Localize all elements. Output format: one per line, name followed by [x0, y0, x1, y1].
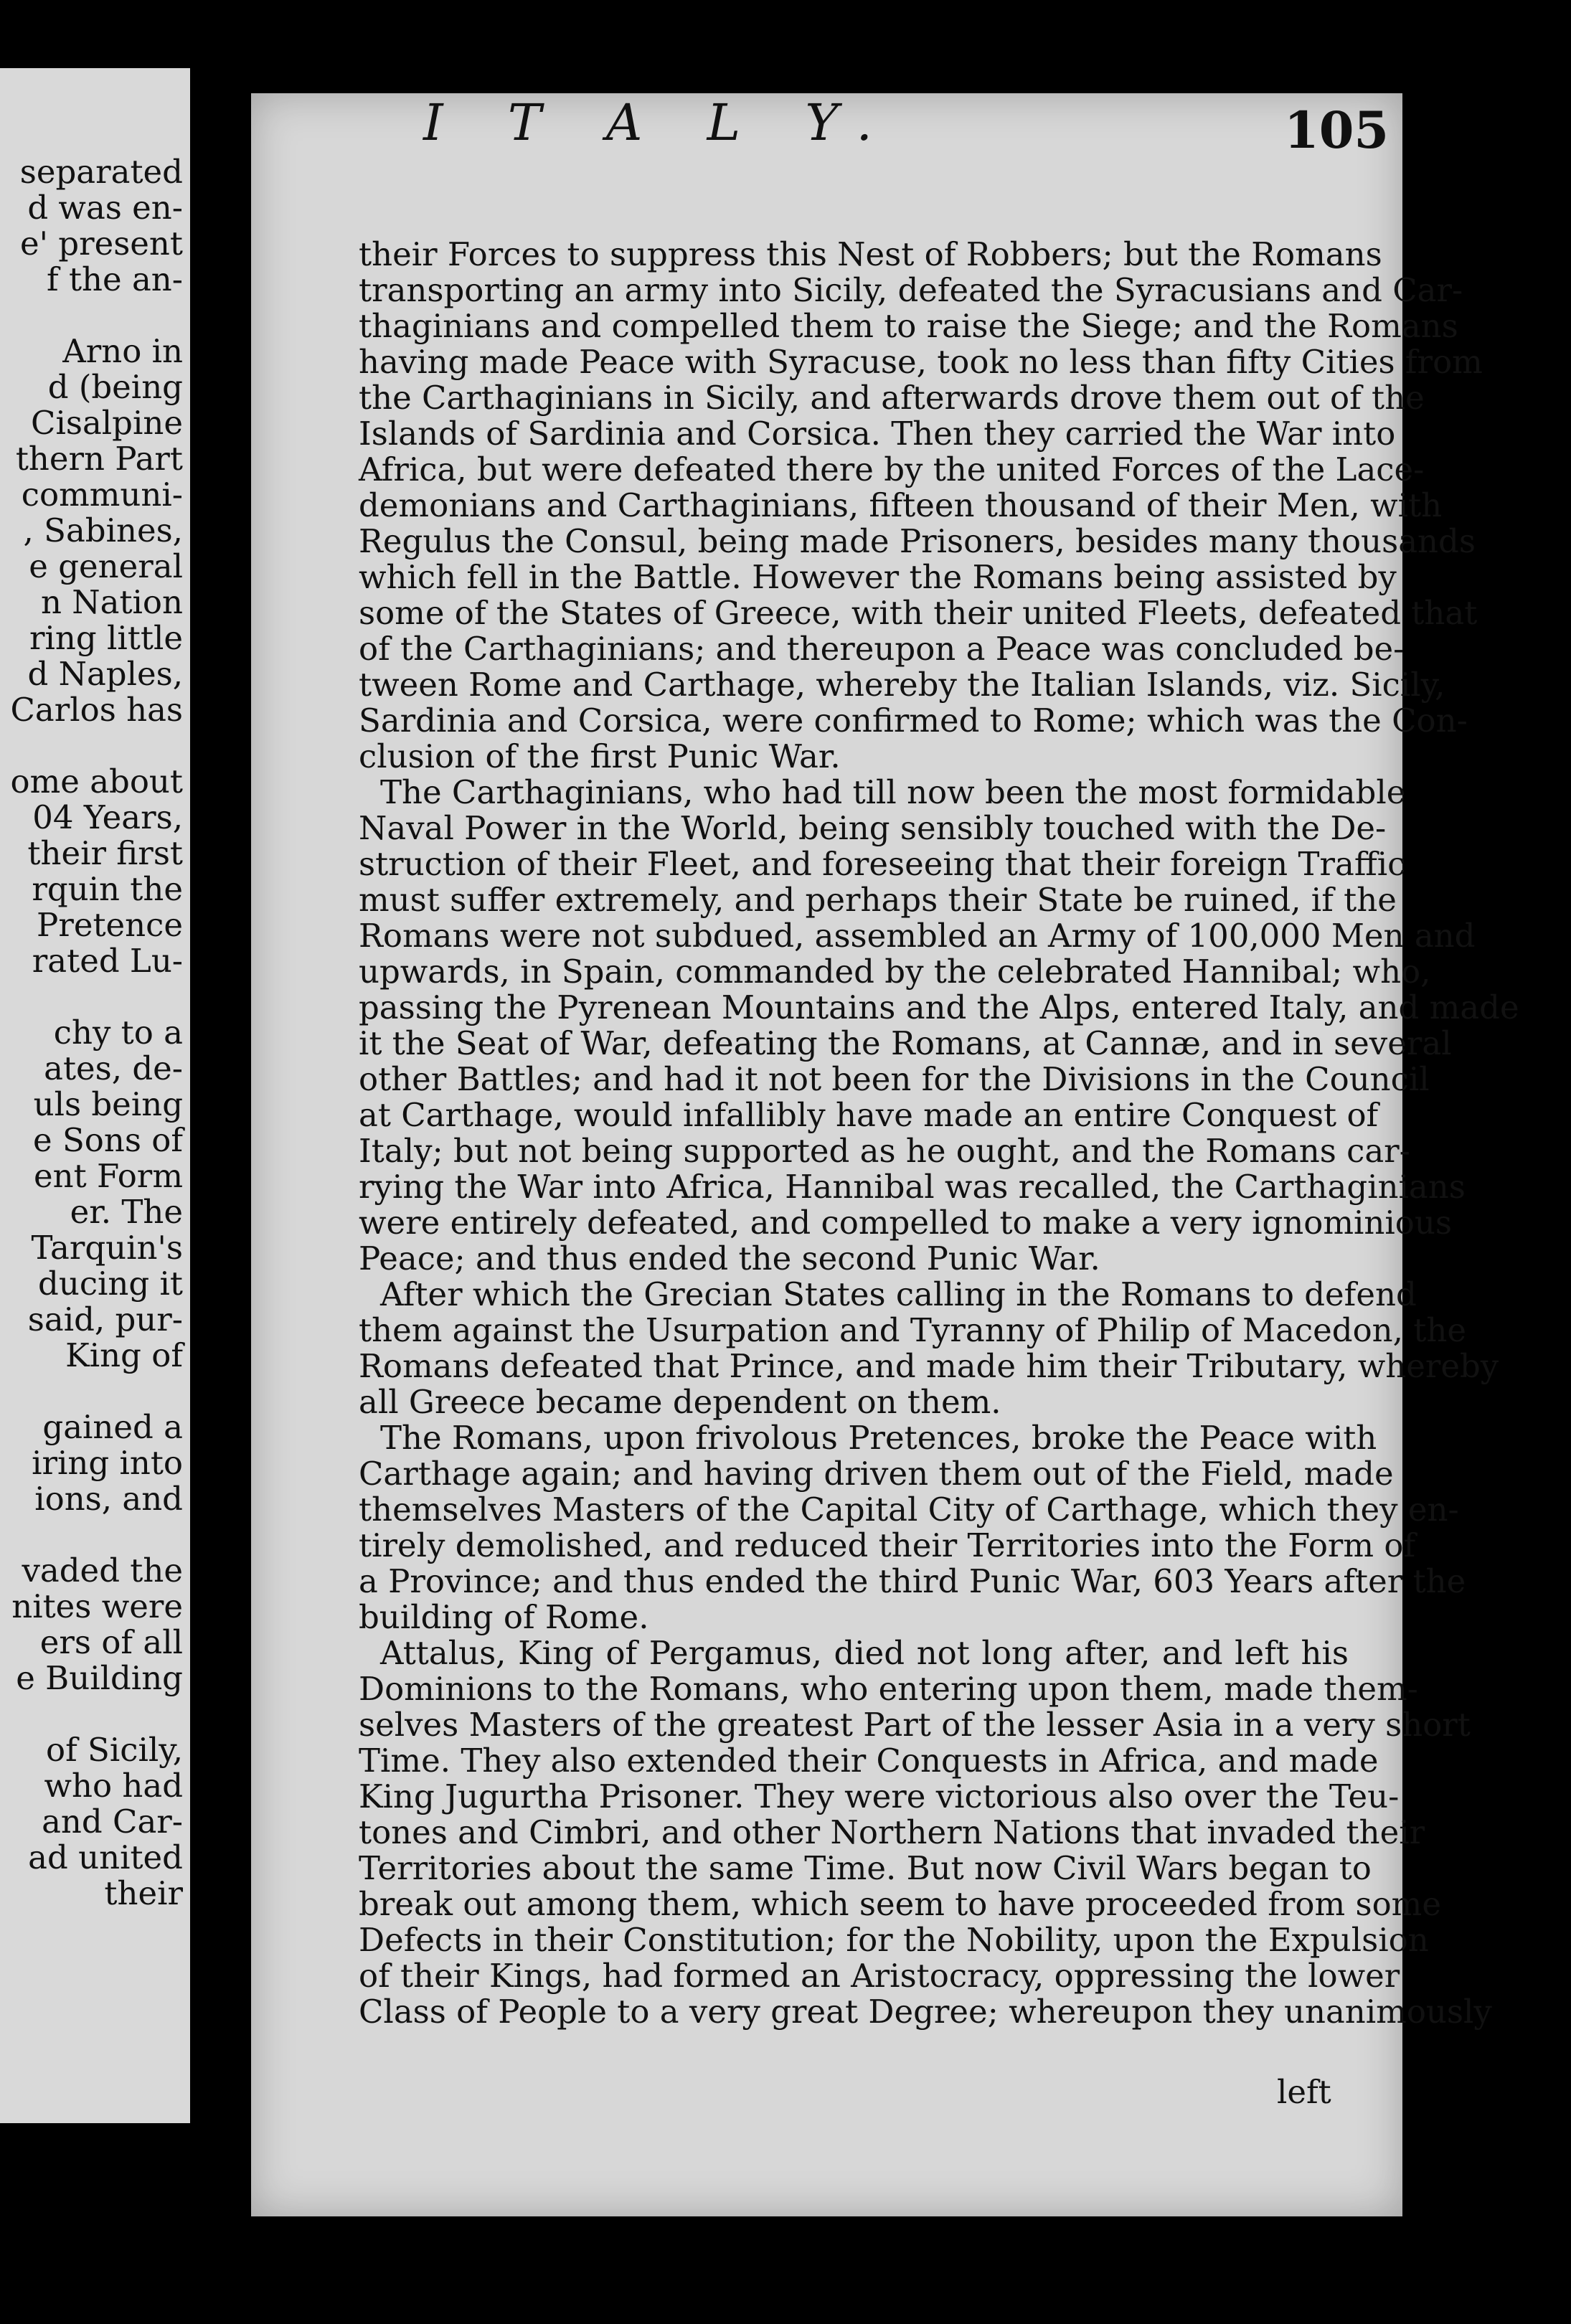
- text-line: Romans were not subdued, assembled an Army of 100,000 Men and: [359, 917, 1476, 955]
- left-page-line: Arno in: [62, 332, 183, 370]
- text-line: Territories about the same Time. But now Civil Wars began to: [359, 1849, 1372, 1887]
- left-page-fragment: [0, 68, 190, 2123]
- text-line: Africa, but were defeated there by the united Forces of the Lace-: [359, 450, 1425, 488]
- left-page-line: ome about: [10, 762, 183, 800]
- left-page-line: ers of all: [39, 1623, 183, 1661]
- left-page-line: of Sicily,: [45, 1731, 183, 1769]
- text-line: which fell in the Battle. However the Romans being assisted by: [359, 558, 1397, 596]
- left-page-line: and Car-: [42, 1803, 183, 1841]
- left-page-line: their first: [27, 834, 183, 872]
- text-line: The Carthaginians, who had till now been the most formidable: [380, 773, 1406, 811]
- text-line: must suffer extremely, and perhaps their State be ruined, if the: [359, 881, 1397, 919]
- left-page-line: Pretence: [37, 906, 183, 944]
- text-line: it the Seat of War, defeating the Romans, at Cannæ, and in several: [359, 1024, 1452, 1062]
- left-page-line: f the an-: [47, 260, 183, 298]
- text-line: Class of People to a very great Degree; whereupon they unanimously: [359, 1993, 1492, 2031]
- catchword: left: [1277, 2073, 1331, 2111]
- text-line: King Jugurtha Prisoner. They were victorious also over the Teu-: [359, 1777, 1400, 1815]
- left-page-line: rquin the: [32, 870, 183, 908]
- text-line: them against the Usurpation and Tyranny of Philip of Macedon, the: [359, 1311, 1466, 1349]
- text-line: of the Carthaginians; and thereupon a Peace was concluded be-: [359, 630, 1405, 668]
- text-line: a Province; and thus ended the third Punic War, 603 Years after the: [359, 1562, 1466, 1600]
- text-line: upwards, in Spain, commanded by the celebrated Hannibal; who,: [359, 953, 1431, 991]
- left-page-line: said, pur-: [27, 1300, 183, 1338]
- text-line: Attalus, King of Pergamus, died not long after, and left his: [380, 1634, 1349, 1672]
- left-page-line: er. The: [70, 1193, 183, 1231]
- text-line: some of the States of Greece, with their united Fleets, defeated that: [359, 594, 1478, 632]
- left-page-line: ates, de-: [44, 1049, 183, 1087]
- page-number: 105: [1284, 100, 1390, 160]
- left-page-line: e' present: [19, 225, 183, 263]
- body-text: [359, 235, 1519, 2031]
- left-page-line: e Sons of: [33, 1121, 183, 1159]
- left-page-line: communi-: [21, 476, 183, 514]
- text-line: Islands of Sardinia and Corsica. Then they carried the War into: [359, 415, 1396, 453]
- text-line: Defects in their Constitution; for the Nobility, upon the Expulsion: [359, 1921, 1429, 1959]
- left-page-line: thern Part: [15, 440, 183, 478]
- text-line: all Greece became dependent on them.: [359, 1383, 1001, 1421]
- left-page-line: gained a: [42, 1408, 183, 1446]
- left-page-line: uls being: [33, 1085, 183, 1123]
- text-line: Peace; and thus ended the second Punic War.: [359, 1239, 1100, 1277]
- text-line: After which the Grecian States calling in the Romans to defend: [380, 1275, 1417, 1313]
- text-line: themselves Masters of the Capital City of Carthage, which they en-: [359, 1491, 1459, 1529]
- left-page-line: Cisalpine: [31, 404, 183, 442]
- text-line: passing the Pyrenean Mountains and the Alps, entered Italy, and made: [359, 988, 1519, 1026]
- left-page-line: ring little: [29, 619, 183, 657]
- text-line: Time. They also extended their Conquests in Africa, and made: [359, 1742, 1379, 1780]
- left-page-line: King of: [65, 1336, 183, 1374]
- left-page-line: e Building: [16, 1659, 183, 1697]
- text-line: of their Kings, had formed an Aristocracy, oppressing the lower: [359, 1957, 1400, 1995]
- text-line: Romans defeated that Prince, and made him their Tributary, whereby: [359, 1347, 1499, 1385]
- running-header: I T A L Y.: [423, 93, 897, 152]
- text-line: were entirely defeated, and compelled to make a very ignominious: [359, 1204, 1452, 1242]
- left-page-line: chy to a: [53, 1014, 183, 1052]
- text-line: rying the War into Africa, Hannibal was recalled, the Carthaginians: [359, 1168, 1466, 1206]
- text-line: struction of their Fleet, and foreseeing that their foreign Traffic: [359, 845, 1406, 883]
- text-line: Sardinia and Corsica, were confirmed to Rome; which was the Con-: [359, 702, 1468, 740]
- text-line: building of Rome.: [359, 1598, 649, 1636]
- left-page-line: ad united: [28, 1838, 183, 1876]
- text-line: having made Peace with Syracuse, took no less than fifty Cities from: [359, 343, 1483, 381]
- left-page-line: ducing it: [38, 1265, 183, 1303]
- left-page-line: d Naples,: [27, 655, 183, 693]
- left-page-line: vaded the: [22, 1551, 183, 1590]
- left-page-line: rated Lu-: [32, 942, 183, 980]
- text-line: other Battles; and had it not been for the Divisions in the Council: [359, 1060, 1430, 1098]
- text-line: tween Rome and Carthage, whereby the Italian Islands, viz. Sicily,: [359, 666, 1445, 704]
- text-line: Italy; but not being supported as he ought, and the Romans car-: [359, 1132, 1410, 1170]
- text-line: clusion of the first Punic War.: [359, 737, 841, 775]
- left-page-line: d (being: [47, 368, 183, 406]
- text-line: their Forces to suppress this Nest of Robbers; but the Romans: [359, 235, 1382, 273]
- left-page-line: separated: [19, 153, 183, 191]
- text-line: thaginians and compelled them to raise the Siege; and the Romans: [359, 307, 1458, 345]
- left-page-line: ent Form: [33, 1157, 183, 1195]
- text-line: The Romans, upon frivolous Pretences, broke the Peace with: [380, 1419, 1377, 1457]
- left-page-line: 04 Years,: [32, 798, 183, 836]
- left-page-line: their: [104, 1874, 183, 1912]
- text-line: demonians and Carthaginians, fifteen thousand of their Men, with: [359, 486, 1443, 524]
- left-page-line: ions, and: [34, 1480, 183, 1518]
- text-line: Regulus the Consul, being made Prisoners, besides many thousands: [359, 522, 1476, 560]
- text-line: break out among them, which seem to have proceeded from some: [359, 1885, 1441, 1923]
- left-page-line: Tarquin's: [31, 1229, 183, 1267]
- text-line: the Carthaginians in Sicily, and afterwards drove them out of the: [359, 379, 1425, 417]
- left-page-line: n Nation: [40, 583, 183, 621]
- text-line: Naval Power in the World, being sensibly touched with the De-: [359, 809, 1387, 847]
- text-line: selves Masters of the greatest Part of the lesser Asia in a very short: [359, 1706, 1471, 1744]
- text-line: Dominions to the Romans, who entering upon them, made them-: [359, 1670, 1418, 1708]
- text-line: transporting an army into Sicily, defeated the Syracusians and Car-: [359, 271, 1463, 309]
- left-page-line: , Sabines,: [23, 511, 183, 549]
- left-page-line: iring into: [32, 1444, 183, 1482]
- text-line: Carthage again; and having driven them out of the Field, made: [359, 1455, 1394, 1493]
- left-page-line: e general: [29, 547, 183, 585]
- left-page-line: nites were: [11, 1587, 183, 1625]
- left-page-line: d was en-: [27, 189, 183, 227]
- left-page-line: who had: [44, 1767, 183, 1805]
- text-line: tones and Cimbri, and other Northern Nations that invaded their: [359, 1813, 1425, 1851]
- text-line: at Carthage, would infallibly have made an entire Conquest of: [359, 1096, 1379, 1134]
- left-page-line: Carlos has: [10, 691, 183, 729]
- text-line: tirely demolished, and reduced their Territories into the Form of: [359, 1526, 1416, 1564]
